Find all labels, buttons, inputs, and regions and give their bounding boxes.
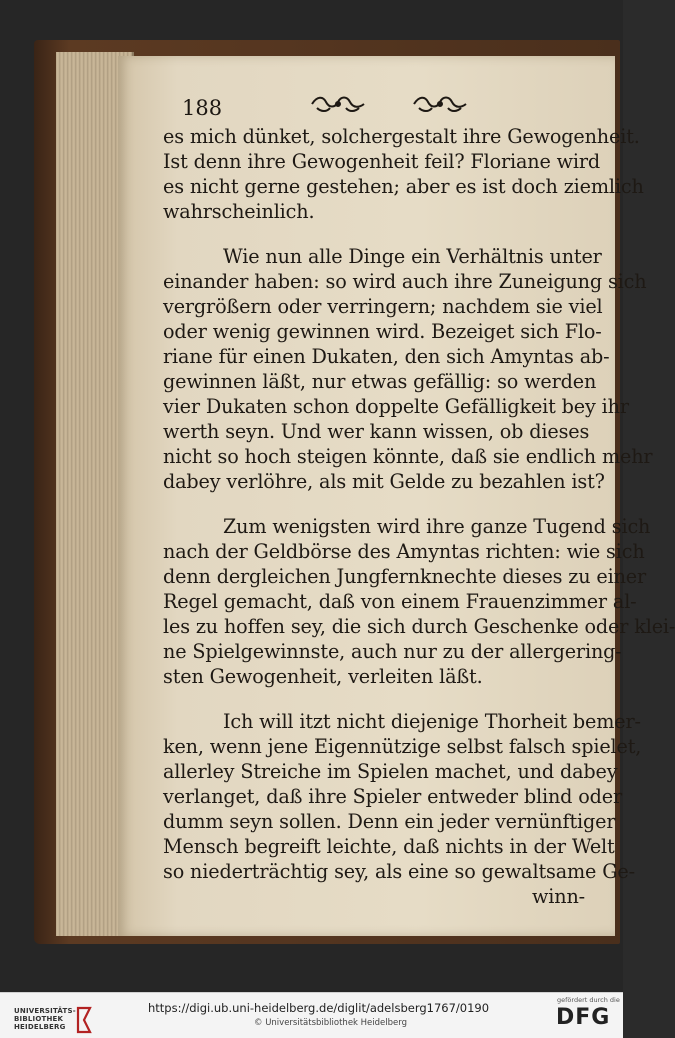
text-line: vier Dukaten schon doppelte Gefälligkeit bey ihr [163,395,629,418]
text-line: Ich will itzt nicht diejenige Thorheit bemer- [223,710,641,733]
text-line: Ist denn ihre Gewogenheit feil? Floriane wird [163,150,601,173]
text-line: so niederträchtig sey, als eine so gewaltsame Ge- [163,860,635,883]
text-line: riane für einen Dukaten, den sich Amyntas ab- [163,345,610,368]
text-line: ne Spielgewinnste, auch nur zu der allergering- [163,640,622,663]
text-line: sten Gewogenheit, verleiten läßt. [163,665,483,688]
library-mark-icon [74,1006,94,1034]
text-line: allerley Streiche im Spielen machet, und dabey [163,760,618,783]
text-line: es mich dünket, solchergestalt ihre Gewogenheit. [163,125,640,148]
text-line: denn dergleichen Jungfernknechte dieses zu einer [163,565,647,588]
text-line: einander haben: so wird auch ihre Zuneigung sich [163,270,647,293]
text-line: Wie nun alle Dinge ein Verhältnis unter [223,245,602,268]
fleuron-ornament-icon [411,94,469,114]
text-line: dabey verlöhre, als mit Gelde zu bezahlen ist? [163,470,605,493]
paragraph-gap [163,494,593,514]
page-number: 188 [182,96,223,120]
text-line: les zu hoffen sey, die sich durch Geschenke oder klei- [163,615,675,638]
library-name-line: UNIVERSITÄTS- [14,1007,76,1015]
paragraph-gap [163,689,593,709]
copyright-notice: © Universitätsbibliothek Heidelberg [254,1018,408,1028]
fleuron-ornament-icon [309,94,367,114]
text-line: verlanget, daß ihre Spieler entweder blind oder [163,785,623,808]
text-line: Regel gemacht, daß von einem Frauenzimmer al- [163,590,637,613]
text-line: vergrößern oder verringern; nachdem sie viel [163,295,603,318]
text-line: dumm seyn sollen. Denn ein jeder vernünftiger [163,810,616,833]
catchword: winn- [531,885,585,908]
text-line: ken, wenn jene Eigennützige selbst falsch spielet, [163,735,642,758]
text-line: es nicht gerne gestehen; aber es ist doch ziemlich [163,175,644,198]
library-logo[interactable] [8,1000,78,1032]
library-name-line: BIBLIOTHEK [14,1015,64,1023]
text-line: nicht so hoch steigen könnte, daß sie endlich mehr [163,445,653,468]
library-name-line: HEIDELBERG [14,1023,66,1031]
text-line: oder wenig gewinnen wird. Bezeiget sich Flo- [163,320,602,343]
paragraph-gap [163,224,593,244]
text-line: Zum wenigsten wird ihre ganze Tugend sich [223,515,651,538]
viewer-footer [0,992,623,1038]
text-line: wahrscheinlich. [163,200,315,223]
text-line: Mensch begreift leichte, daß nichts in der Welt [163,835,615,858]
text-line: nach der Geldbörse des Amyntas richten: wie sich [163,540,645,563]
page-text [163,124,675,909]
funding-label: gefördert durch die [557,996,620,1004]
text-line: gewinnen läßt, nur etwas gefällig: so werden [163,370,597,393]
text-line: werth seyn. Und wer kann wissen, ob dieses [163,420,590,443]
document-url-link[interactable]: https://digi.ub.uni-heidelberg.de/diglit/adelsberg1767/0190 [148,1001,490,1015]
dfg-logo[interactable]: DFG [556,1005,611,1030]
